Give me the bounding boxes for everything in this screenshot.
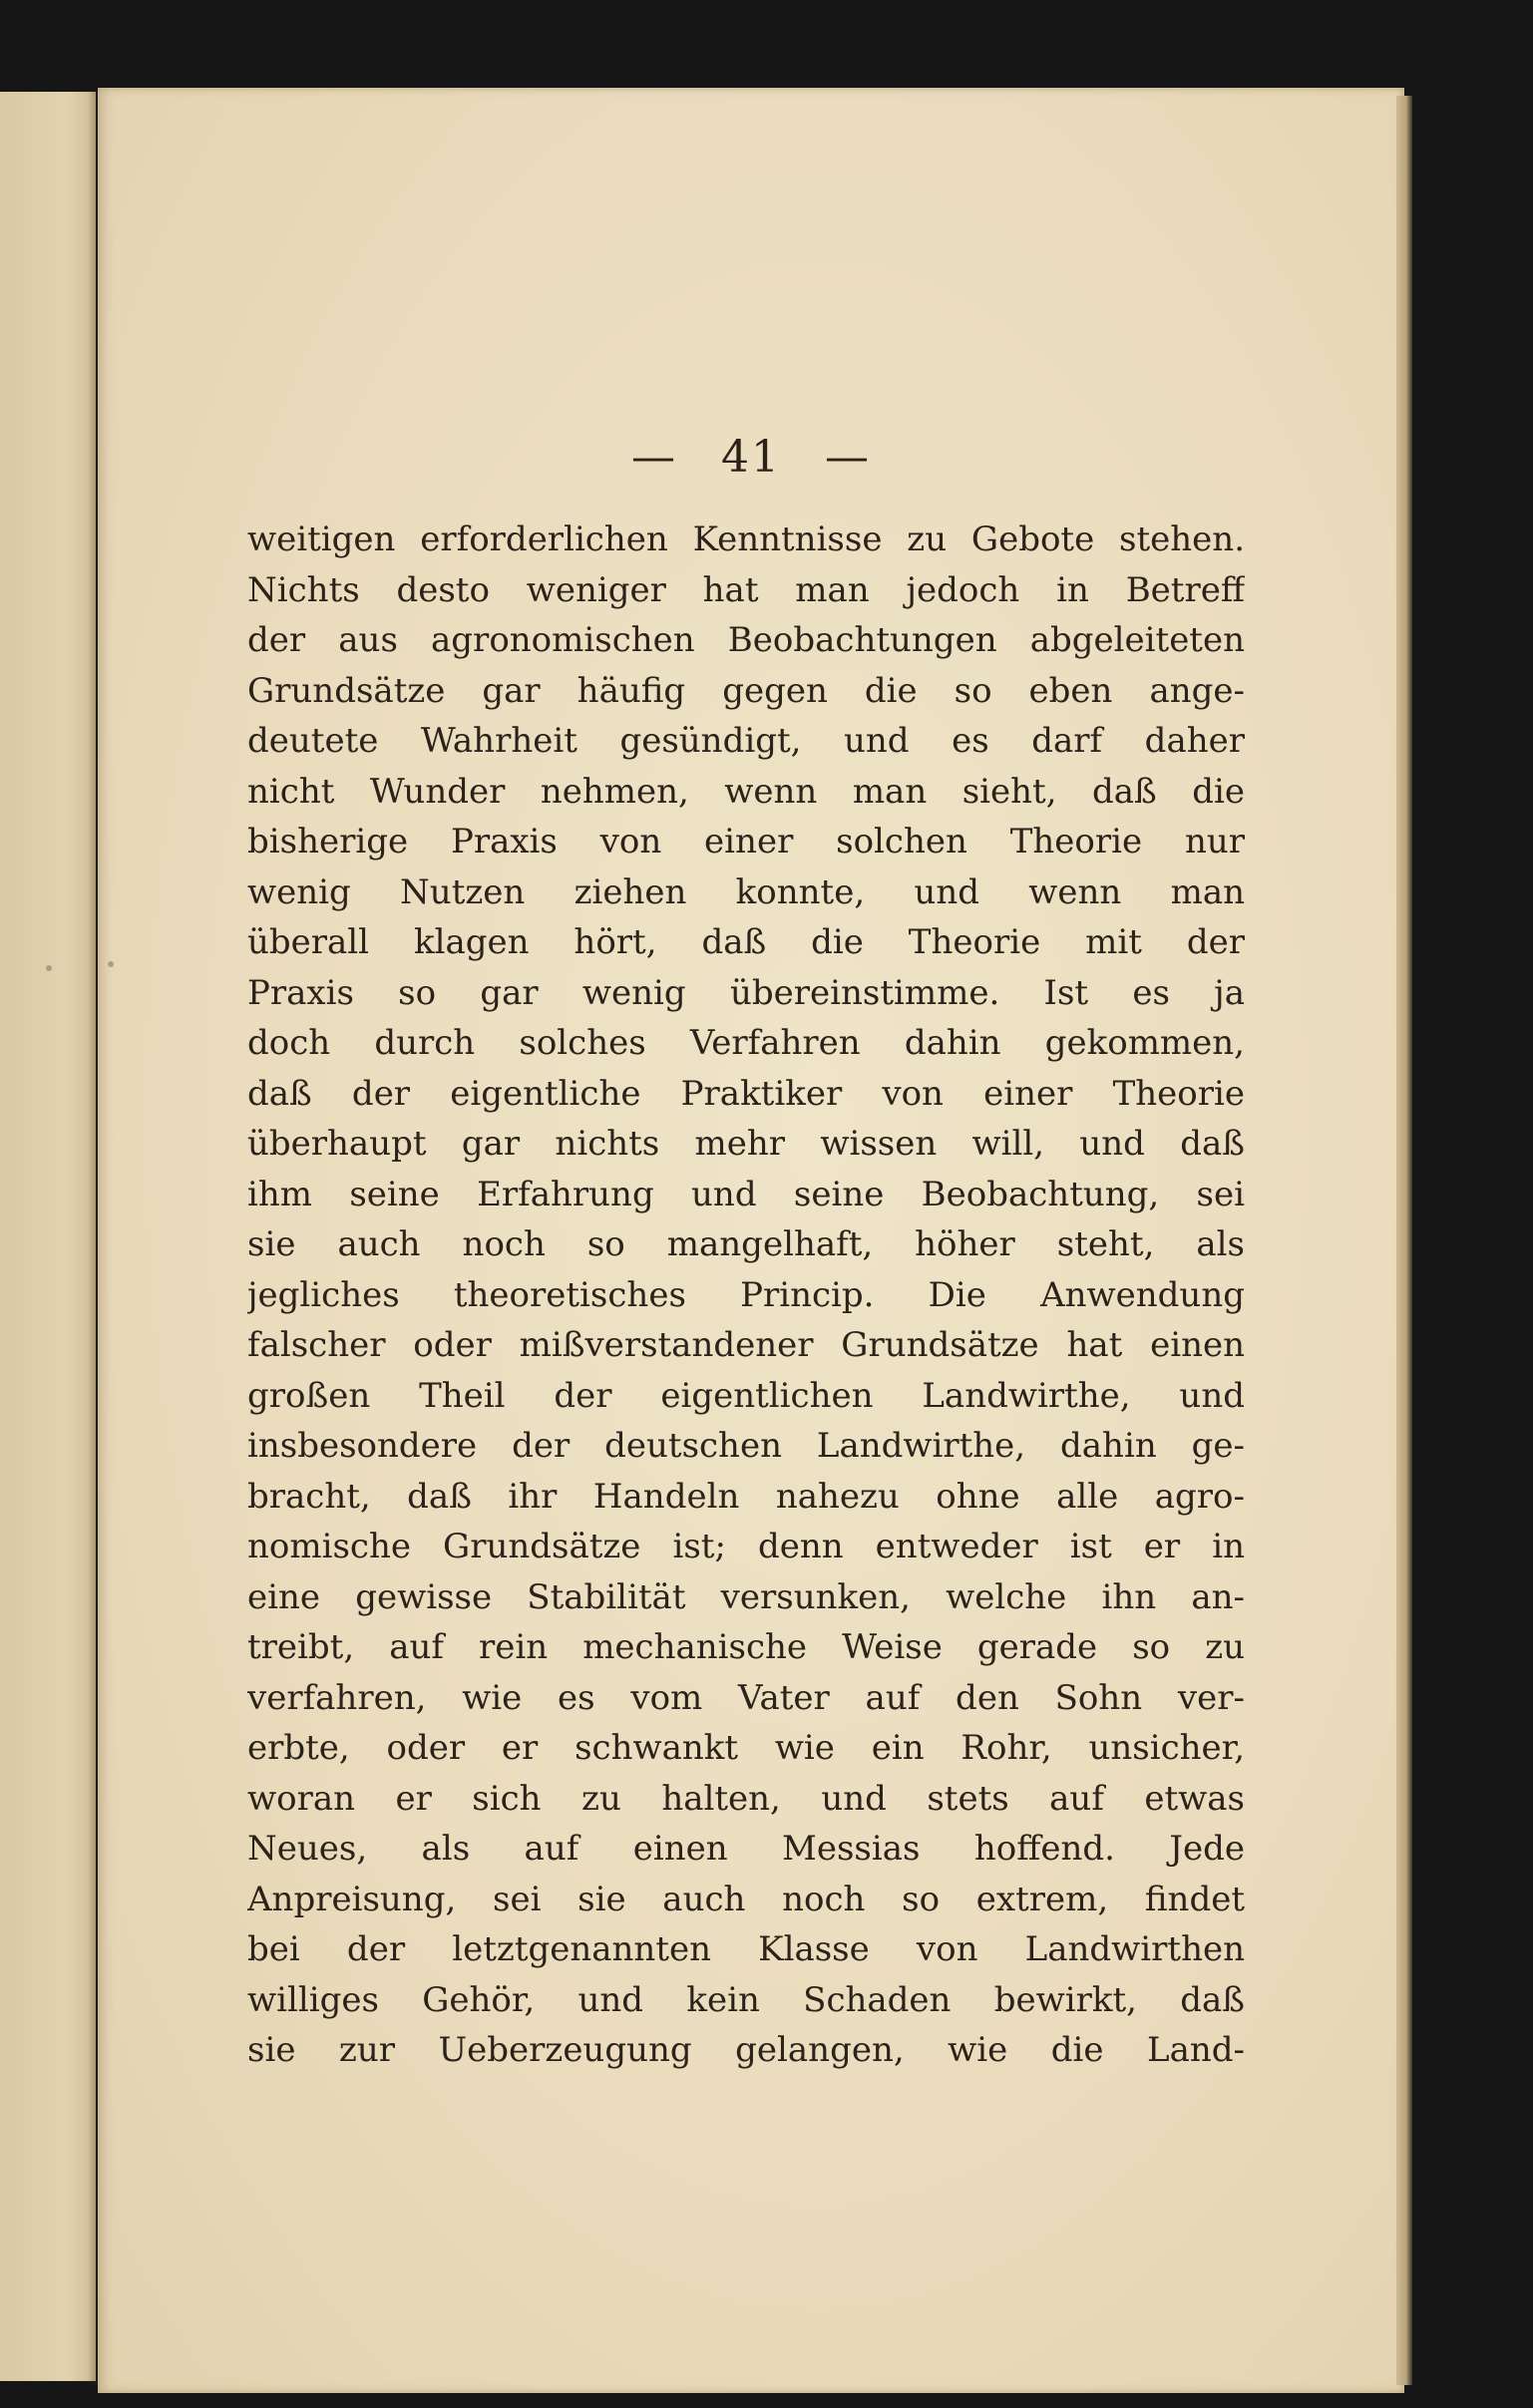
page-number-dash-left: —: [631, 432, 677, 483]
text-line: woran er sich zu halten, und stets auf etwas: [247, 1778, 1245, 1819]
text-line: überall klagen hört, daß die Theorie mit der: [247, 922, 1245, 962]
text-line: nicht Wunder nehmen, wenn man sieht, daß die: [247, 771, 1245, 812]
body-text: [247, 515, 1245, 2076]
text-line: treibt, auf rein mechanische Weise gerade so zu: [247, 1627, 1245, 1667]
text-line: Nichts desto weniger hat man jedoch in Betreff: [247, 569, 1245, 610]
text-line: bei der letztgenannten Klasse von Landwirthen: [247, 1929, 1245, 1969]
text-line: verfahren, wie es vom Vater auf den Sohn ver-: [247, 1677, 1245, 1718]
text-line: wenig Nutzen ziehen konnte, und wenn man: [247, 871, 1245, 912]
page-number: 41: [721, 432, 781, 483]
text-line: sie auch noch so mangelhaft, höher steht, als: [247, 1224, 1245, 1264]
text-line: der aus agronomischen Beobachtungen abgeleiteten: [247, 620, 1245, 660]
text-line: Neues, als auf einen Messias hoffend. Jede: [247, 1829, 1245, 1869]
text-line: Grundsätze gar häufig gegen die so eben ange-: [247, 670, 1245, 711]
text-line: bisherige Praxis von einer solchen Theorie nur: [247, 822, 1245, 861]
text-line: falscher oder mißverstandener Grundsätze hat einen: [247, 1325, 1245, 1365]
text-line: sie zur Ueberzeugung gelangen, wie die Land-: [247, 2030, 1245, 2070]
text-line: deutete Wahrheit gesündigt, und es darf daher: [247, 721, 1245, 761]
text-line: weitigen erforderlichen Kenntnisse zu Gebote stehen.: [247, 519, 1245, 559]
text-line: eine gewisse Stabilität versunken, welche ihn an-: [247, 1576, 1245, 1617]
text-line: überhaupt gar nichts mehr wissen will, und daß: [247, 1124, 1245, 1164]
text-line: Anpreisung, sei sie auch noch so extrem, findet: [247, 1879, 1245, 1919]
text-line: williges Gehör, und kein Schaden bewirkt, daß: [247, 1979, 1245, 2020]
page-number-dash-right: —: [825, 432, 871, 483]
text-line: ihm seine Erfahrung und seine Beobachtung, sei: [247, 1174, 1245, 1214]
previous-page-edge: [0, 92, 96, 2381]
text-line: bracht, daß ihr Handeln nahezu ohne alle agro-: [247, 1476, 1245, 1517]
text-line: daß der eigentliche Praktiker von einer Theorie: [247, 1073, 1245, 1114]
text-line: erbte, oder er schwankt wie ein Rohr, unsicher,: [247, 1728, 1245, 1768]
paper-speck: [108, 961, 114, 967]
book-page: [98, 88, 1404, 2393]
text-line: jegliches theoretisches Princip. Die Anwendung: [247, 1274, 1245, 1315]
text-line: Praxis so gar wenig übereinstimme. Ist es ja: [247, 972, 1245, 1013]
text-line: doch durch solches Verfahren dahin gekommen,: [247, 1023, 1245, 1063]
text-line: insbesondere der deutschen Landwirthe, dahin ge-: [247, 1426, 1245, 1466]
page-number-header: [98, 432, 1404, 483]
page-trim-edge: [1396, 96, 1412, 2385]
text-line: großen Theil der eigentlichen Landwirthe, und: [247, 1375, 1245, 1416]
text-line: nomische Grundsätze ist; denn entweder ist er in: [247, 1527, 1245, 1566]
paper-speck: [46, 965, 52, 971]
